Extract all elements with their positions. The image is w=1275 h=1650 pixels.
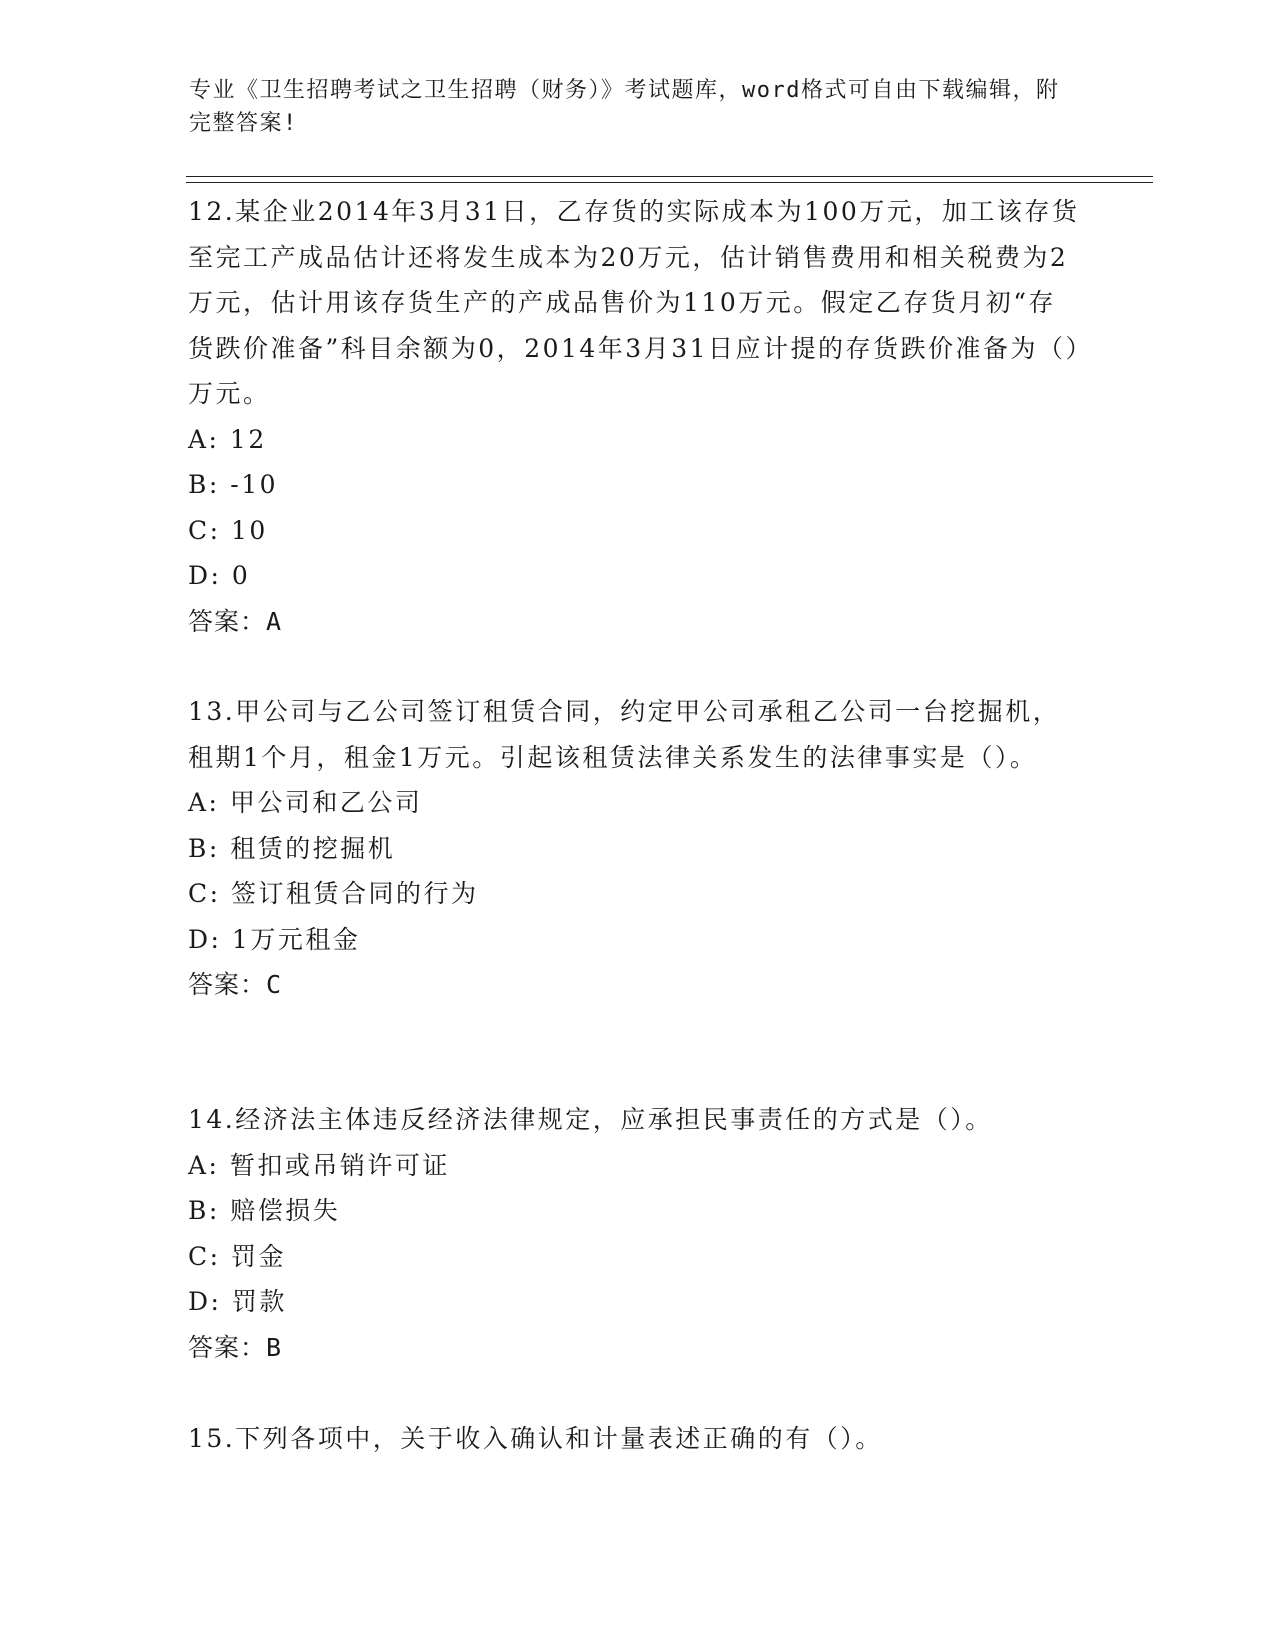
header-divider-bottom [186,182,1153,183]
option-a: A: 暂扣或吊销许可证 [188,1150,450,1180]
option-d: D: 罚款 [188,1287,287,1316]
question-13 [188,689,1088,1008]
option-c: C: 10 [188,515,268,545]
answer-label: 答案：B [188,1332,283,1362]
option-c: C: 签订租赁合同的行为 [188,879,479,908]
question-stem: 14.经济法主体违反经济法律规定，应承担民事责任的方式是（）。 [188,1105,993,1134]
option-d: D: 0 [188,561,251,590]
option-c: C: 罚金 [188,1241,286,1271]
question-stem: 13.甲公司与乙公司签订租赁合同，约定甲公司承租乙公司一台挖掘机，租期1个月，租金1万元。引起该租赁法律关系发生的法律事实是（）。 [188,697,1061,772]
option-a: A: 12 [188,424,267,454]
answer-label: 答案：A [188,606,283,636]
option-b: B: 租赁的挖掘机 [188,833,396,863]
question-15 [188,1416,1088,1462]
question-14 [188,1097,1088,1370]
answer-label: 答案：C [188,970,283,999]
question-stem: 15.下列各项中，关于收入确认和计量表述正确的有（）。 [188,1424,883,1453]
option-b: B: -10 [188,470,278,499]
question-stem: 12.某企业2014年3月31日，乙存货的实际成本为100万元，加工该存货至完工产成品估计还将发生成本为20万元，估计销售费用和相关税费为2万元，估计用该存货生产的产成品售价为110万元。假定乙存货月初“存货跌价准备”科目余额为0，2014年3月31日应计提的存货跌价准备为（）万元。 [188,197,1081,408]
option-a: A: 甲公司和乙公司 [188,788,423,817]
option-b: B: 赔偿损失 [188,1196,341,1225]
document-header: 专业《卫生招聘考试之卫生招聘（财务）》考试题库，word格式可自由下载编辑，附完整答案! [189,78,1060,136]
header-divider-top [186,176,1153,177]
question-12 [188,189,1088,644]
option-d: D: 1万元租金 [188,924,361,954]
